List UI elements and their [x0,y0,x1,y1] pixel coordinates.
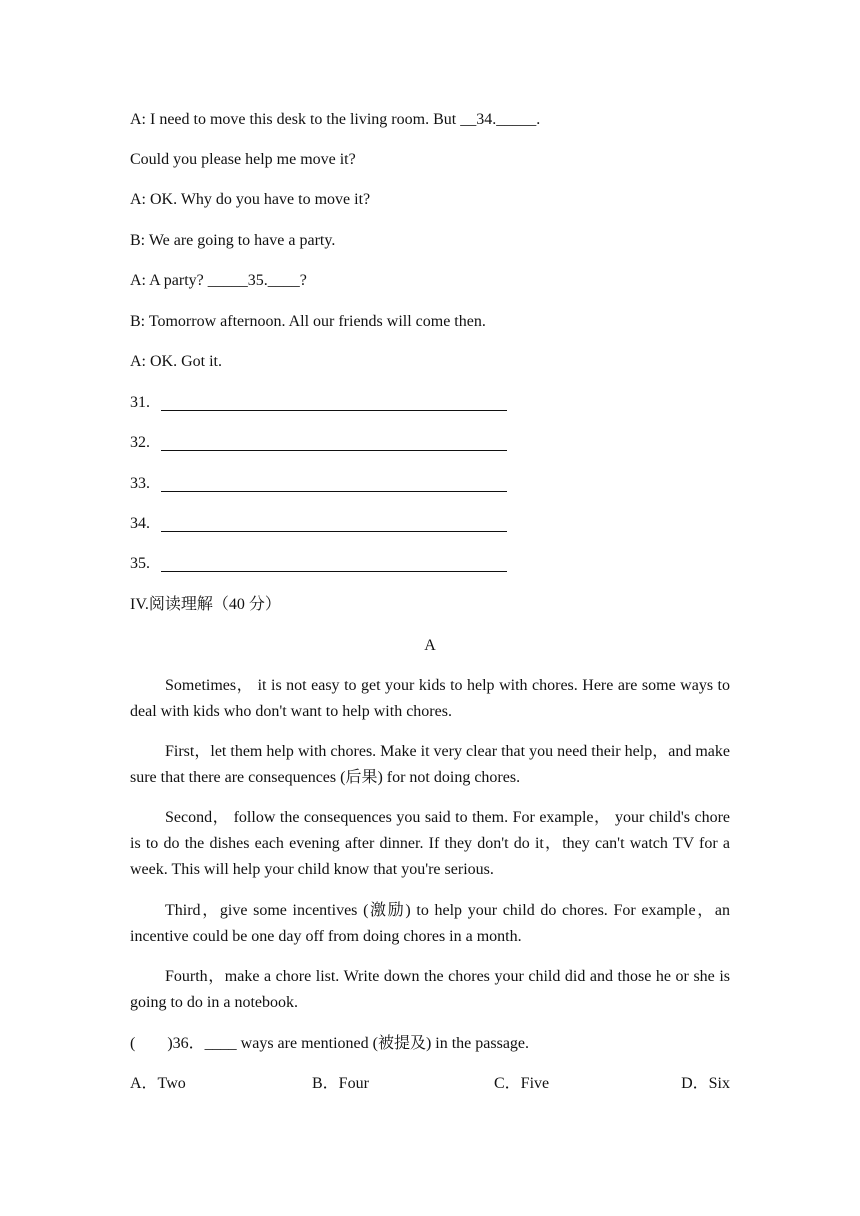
option-d[interactable]: D．Six [681,1075,730,1092]
passage-paragraph: Third，give some incentives (激励) to help your child do chores. For example，an incentive could be one day off from doing chores in a month. [130,902,730,945]
answer-number: 33. [130,475,150,492]
answer-blank-line[interactable] [161,571,507,572]
dialogue-line: A: OK. Why do you have to move it? [130,191,371,208]
passage-paragraph: Fourth，make a chore list. Write down the chores your child did and those he or she is going to do in a notebook. [130,968,730,1011]
answer-number: 34. [130,515,150,532]
question-36: ( )36．____ ways are mentioned (被提及) in the passage. [130,1035,530,1052]
dialogue-line: Could you please help me move it? [130,151,356,168]
dialogue-line: B: We are going to have a party. [130,232,336,249]
passage-paragraph: Sometimes， it is not easy to get your kids to help with chores. Here are some ways to deal with kids who don't want to help with chores. [130,677,730,720]
answer-blank-line[interactable] [161,491,507,492]
dialogue-line: A: I need to move this desk to the living room. But __34._____. [130,111,541,128]
option-c[interactable]: C．Five [494,1075,550,1092]
option-b[interactable]: B．Four [312,1075,369,1092]
answer-blank-line[interactable] [161,450,507,451]
passage-paragraph: Second， follow the consequences you said to them. For example， your child's chore is to do the dishes each evening after dinner. If they don't do it，they can't watch TV for a week. This will help your child know that you're serious. [130,809,730,878]
dialogue-line: B: Tomorrow afternoon. All our friends will come then. [130,313,486,330]
option-a[interactable]: A．Two [130,1075,186,1092]
answer-row-31[interactable] [130,393,161,413]
answer-row-34[interactable] [130,514,161,534]
dialogue-line: A: OK. Got it. [130,353,222,370]
answer-blank-line[interactable] [161,531,507,532]
passage-label: A [424,637,436,654]
answer-number: 35. [130,555,150,572]
passage-paragraph: First，let them help with chores. Make it very clear that you need their help，and make sure that there are consequences (后果) for not doing chores. [130,743,730,786]
answer-row-33[interactable] [130,474,161,494]
answer-row-35[interactable] [130,554,161,574]
dialogue-line: A: A party? _____35.____? [130,272,307,289]
answer-number: 31. [130,394,150,411]
section-title: IV.阅读理解（40 分） [130,596,281,613]
answer-number: 32. [130,434,150,451]
answer-blank-line[interactable] [161,410,507,411]
answer-row-32[interactable] [130,433,161,453]
